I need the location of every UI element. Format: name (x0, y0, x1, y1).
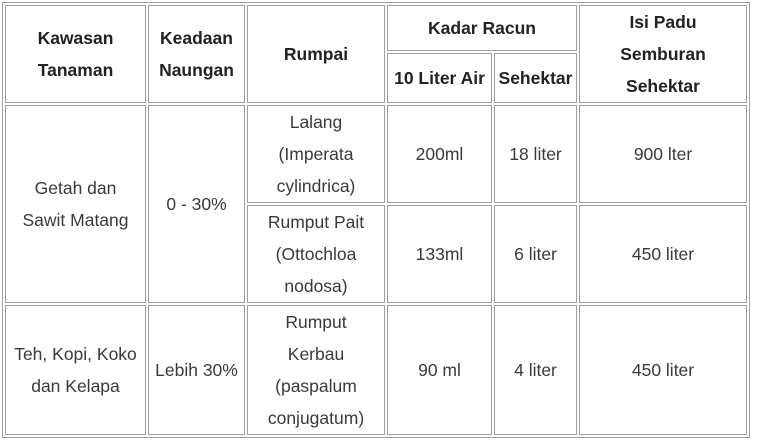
cell-kawasan-line-1: Teh, Kopi, Koko (14, 344, 137, 364)
header-kadar-racun (387, 5, 577, 51)
cell-rumpai-line-1: Lalang (289, 112, 343, 132)
cell-rumpai-line-2: (Imperata (278, 144, 354, 164)
header-isi-padu-line-3: Sehektar (626, 76, 700, 96)
cell-naungan (148, 305, 245, 435)
cell-sehektar: 4 liter (494, 305, 577, 435)
cell-naungan-value: 0 - 30% (166, 194, 227, 214)
cell-naungan (148, 105, 245, 303)
cell-kawasan (5, 305, 146, 435)
header-10-liter-air (387, 53, 492, 103)
header-keadaan-line-2: Naungan (159, 60, 234, 80)
header-kadar-racun-label: Kadar Racun (428, 17, 536, 38)
cell-air: 133ml (387, 205, 492, 303)
cell-rumpai-line-1: Rumput Pait (267, 212, 365, 232)
cell-kawasan-line-1: Getah dan (34, 178, 117, 198)
cell-isi-padu: 900 lter (579, 105, 747, 203)
header-sehektar-label: Sehektar (498, 67, 573, 88)
header-row-1 (5, 5, 747, 51)
header-isi-padu (579, 5, 747, 103)
cell-rumpai (247, 205, 385, 303)
cell-rumpai-line-4: conjugatum) (267, 408, 365, 428)
cell-rumpai-line-3: cylindrica) (276, 176, 356, 196)
table-row (5, 305, 747, 435)
cell-rumpai-line-1: Rumput (285, 312, 347, 332)
cell-isi-padu: 450 liter (579, 205, 747, 303)
header-keadaan-naungan (148, 5, 245, 103)
header-rumpai (247, 5, 385, 103)
cell-rumpai-line-2: (Ottochloa (275, 244, 357, 264)
cell-rumpai-line-3: nodosa) (284, 276, 348, 296)
cell-air: 200ml (387, 105, 492, 203)
header-rumpai-label: Rumpai (283, 44, 349, 64)
cell-naungan-value: Lebih 30% (155, 360, 238, 380)
herbicide-table (2, 2, 750, 438)
cell-kawasan (5, 105, 146, 303)
header-kawasan-line-1: Kawasan (37, 28, 114, 48)
cell-rumpai-line-2: Kerbau (287, 344, 345, 364)
header-keadaan-line-1: Keadaan (160, 28, 233, 48)
header-isi-padu-line-2: Semburan (620, 44, 706, 64)
header-isi-padu-line-1: Isi Padu (629, 12, 697, 32)
cell-isi-padu: 450 liter (579, 305, 747, 435)
cell-sehektar: 18 liter (494, 105, 577, 203)
cell-kawasan-line-2: Sawit Matang (22, 210, 129, 230)
table-row (5, 105, 747, 203)
cell-kawasan-line-2: dan Kelapa (31, 376, 120, 396)
cell-rumpai-line-3: (paspalum (275, 376, 357, 396)
cell-rumpai (247, 305, 385, 435)
header-air-label: 10 Liter Air (394, 67, 485, 88)
header-sehektar (494, 53, 577, 103)
cell-sehektar: 6 liter (494, 205, 577, 303)
cell-rumpai (247, 105, 385, 203)
header-kawasan-tanaman (5, 5, 146, 103)
header-kawasan-line-2: Tanaman (37, 60, 114, 80)
cell-air: 90 ml (387, 305, 492, 435)
